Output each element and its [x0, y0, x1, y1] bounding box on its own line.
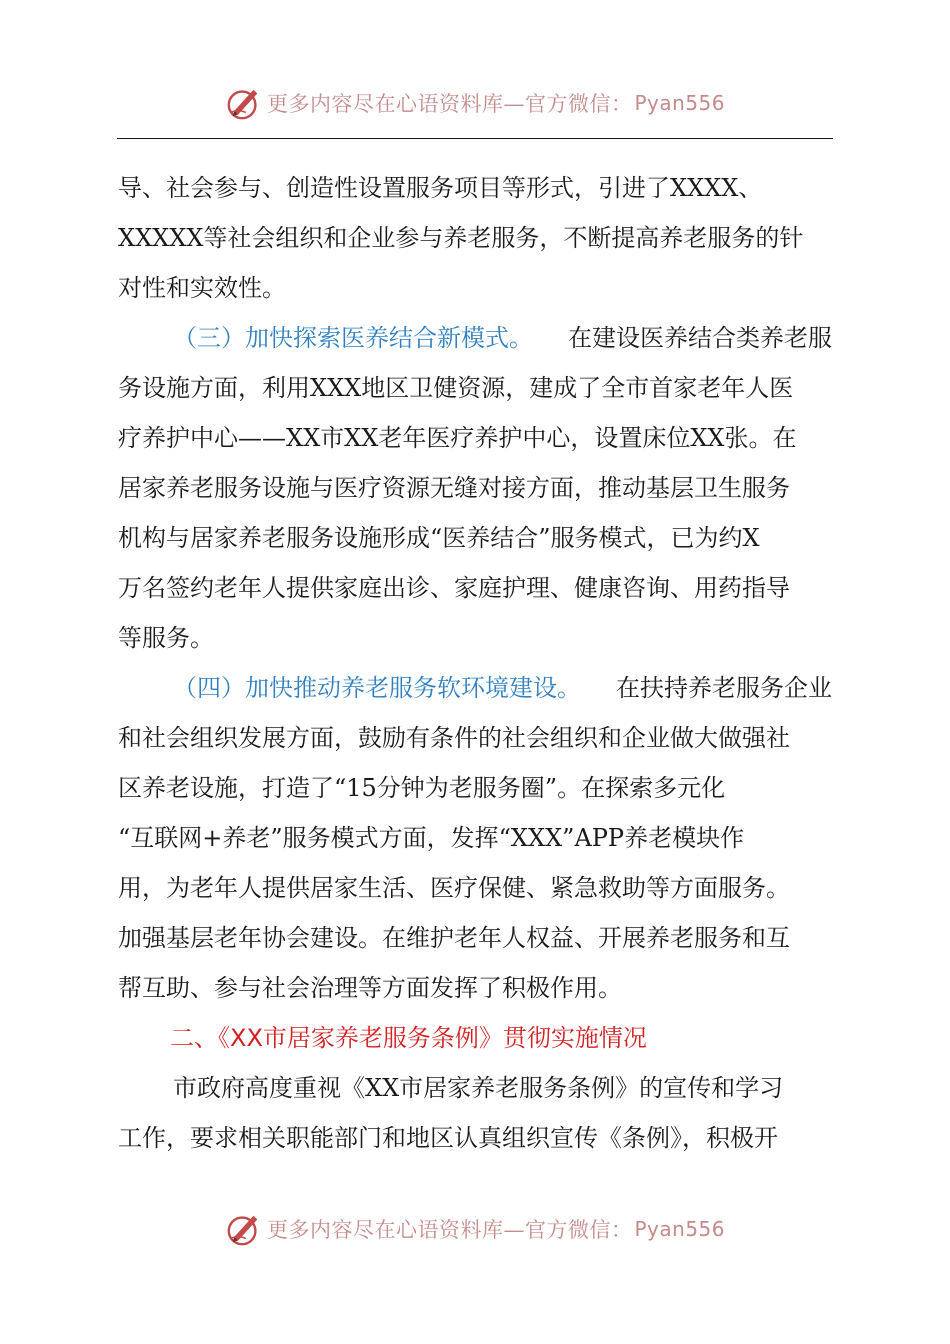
- watermark-wechat-id: Pyan556: [634, 91, 725, 115]
- header-watermark: [0, 83, 950, 123]
- text-line: 等服务。: [118, 624, 214, 652]
- text-line: 导、社会参与、创造性设置服务项目等形式，引进了XXXX、: [118, 174, 763, 202]
- text-line: XXXXX等社会组织和企业参与养老服务，不断提高养老服务的针: [118, 224, 804, 252]
- subheading-four: （四）加快推动养老服务软环境建设。: [173, 674, 581, 702]
- text-line: 区养老设施，打造了“15分钟为老服务圈”。在探索多元化: [118, 774, 726, 802]
- text-line: “互联网+养老”服务模式方面，发挥“XXX”APP养老模块作: [118, 824, 745, 852]
- text-span: 在建设医养结合类养老服: [568, 324, 832, 352]
- watermark-text: 更多内容尽在心语资料库—官方微信：: [266, 1218, 633, 1242]
- text-line: 工作，要求相关职能部门和地区认真组织宣传《条例》，积极开: [118, 1124, 778, 1152]
- text-line: 机构与居家养老服务设施形成“医养结合”服务模式，已为约X: [118, 524, 760, 552]
- watermark-text: 更多内容尽在心语资料库—官方微信：: [266, 92, 633, 116]
- pen-logo-icon: [225, 84, 263, 122]
- text-span: 在扶持养老服务企业: [616, 674, 832, 702]
- text-line: 居家养老服务设施与医疗资源无缝对接方面，推动基层卫生服务: [118, 474, 790, 502]
- text-line: 务设施方面，利用XXX地区卫健资源，建成了全市首家老年人医: [118, 374, 794, 402]
- text-line: 用，为老年人提供居家生活、医疗保健、紧急救助等方面服务。: [118, 874, 790, 902]
- paragraph-first-line: 市政府高度重视《XX市居家养老服务条例》的宣传和学习: [173, 1074, 784, 1102]
- watermark-wechat-id: Pyan556: [634, 1217, 725, 1241]
- text-line: 对性和实效性。: [118, 274, 286, 302]
- text-line: 万名签约老年人提供家庭出诊、家庭护理、健康咨询、用药指导: [118, 574, 790, 602]
- footer-watermark: [0, 1209, 950, 1249]
- paragraph-first-line: [118, 663, 832, 713]
- text-line: 帮互助、参与社会治理等方面发挥了积极作用。: [118, 974, 622, 1002]
- subheading-three: （三）加快探索医养结合新模式。: [173, 324, 533, 352]
- text-line: 加强基层老年协会建设。在维护老年人权益、开展养老服务和互: [118, 924, 790, 952]
- pen-logo-icon: [225, 1210, 263, 1248]
- text-line: 和社会组织发展方面，鼓励有条件的社会组织和企业做大做强社: [118, 724, 790, 752]
- document-body: [118, 163, 832, 1163]
- text-line: 疗养护中心——XX市XX老年医疗养护中心，设置床位XX张。在: [118, 424, 797, 452]
- section-heading: 二、《XX市居家养老服务条例》贯彻实施情况: [170, 1024, 647, 1052]
- paragraph-first-line: [118, 313, 832, 363]
- header-rule: [117, 138, 833, 139]
